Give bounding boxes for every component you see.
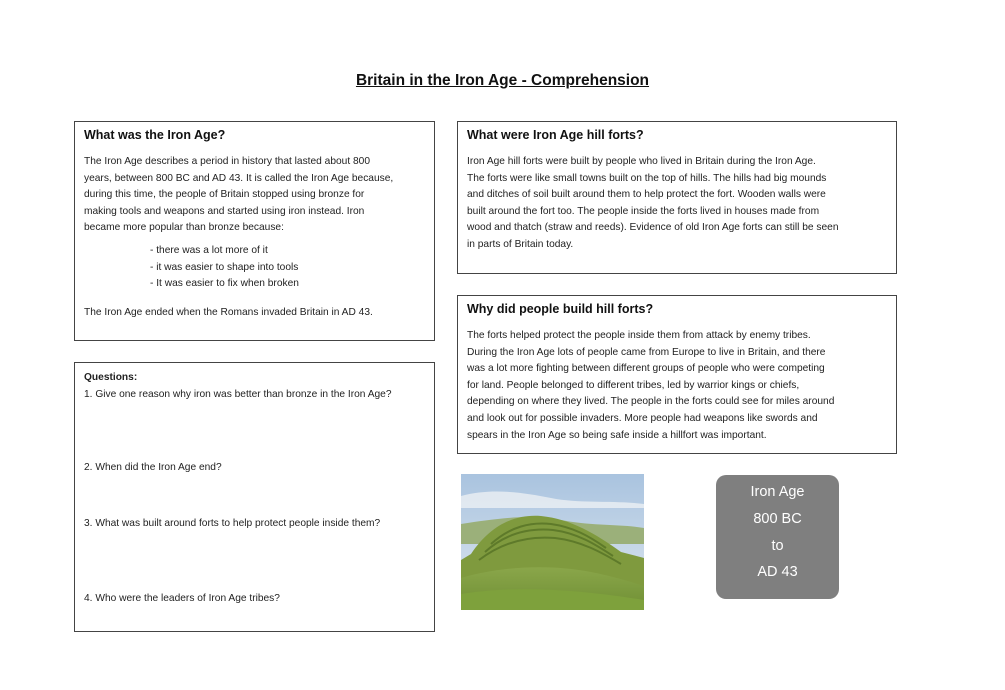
- page-title: Britain in the Iron Age - Comprehension: [355, 72, 650, 89]
- what-was-line: making tools and weapons and started using iron instead. Iron: [84, 205, 365, 217]
- iron-age-date-badge: [716, 475, 839, 599]
- reason-item: - there was a lot more of it: [150, 244, 268, 256]
- hill-forts-line: Iron Age hill forts were built by people who lived in Britain during the Iron Age.: [467, 156, 816, 167]
- what-was-line: The Iron Age describes a period in history that lasted about 800: [84, 156, 370, 167]
- question-item: 2. When did the Iron Age end?: [84, 462, 222, 473]
- badge-line: 800 BC: [753, 511, 802, 527]
- reasons-list: [84, 243, 425, 293]
- hill-forts-line: wood and thatch (straw and reeds). Evidence of old Iron Age forts can still be seen: [467, 222, 839, 234]
- badge-line: Iron Age: [750, 484, 805, 500]
- what-was-line: during this time, the people of Britain stopped using bronze for: [84, 189, 365, 201]
- questions-box: [74, 362, 435, 632]
- hill-forts-box: [457, 121, 897, 274]
- why-build-line: for land. People belonged to different tribes, led by warrior kings or chiefs,: [467, 379, 800, 391]
- hill-forts-heading: What were Iron Age hill forts?: [467, 128, 644, 142]
- what-was-line: became more popular than bronze because:: [84, 222, 284, 234]
- what-was-line: years, between 800 BC and AD 43. It is called the Iron Age because,: [84, 172, 394, 184]
- hill-forts-line: and ditches of soil built around them to help protect the fort. Wooden walls were: [467, 189, 826, 201]
- why-build-heading: Why did people build hill forts?: [467, 302, 654, 316]
- why-build-line: During the Iron Age lots of people came from Europe to live in Britain, and there: [467, 346, 826, 358]
- iron-age-ended-text: The Iron Age ended when the Romans invaded Britain in AD 43.: [84, 306, 373, 318]
- badge-line: AD 43: [757, 564, 798, 580]
- why-build-line: The forts helped protect the people inside them from attack by enemy tribes.: [467, 330, 811, 341]
- hill-forts-line: in parts of Britain today.: [467, 238, 574, 250]
- why-build-line: depending on where they lived. The people in the forts could see for miles around: [467, 396, 835, 408]
- question-item: 1. Give one reason why iron was better than bronze in the Iron Age?: [84, 389, 392, 400]
- questions-heading: Questions:: [84, 372, 138, 383]
- what-was-heading: What was the Iron Age?: [84, 128, 226, 142]
- question-item: 3. What was built around forts to help protect people inside them?: [84, 518, 381, 529]
- reason-item: - it was easier to shape into tools: [150, 261, 299, 273]
- reason-item: - It was easier to fix when broken: [150, 278, 299, 290]
- why-build-box: [457, 295, 897, 454]
- hill-fort-photo: [461, 474, 644, 610]
- hill-forts-line: The forts were like small towns built on the top of hills. The hills had big mounds: [467, 172, 827, 184]
- badge-line: to: [771, 538, 784, 554]
- question-item: 4. Who were the leaders of Iron Age tribes?: [84, 593, 280, 604]
- why-build-line: and look out for possible invaders. More people had weapons like swords and: [467, 412, 818, 424]
- why-build-line: spears in the Iron Age so being safe inside a hillfort was important.: [467, 429, 767, 441]
- why-build-line: was a lot more fighting between different groups of people who were competing: [467, 363, 825, 375]
- hill-forts-line: built around the fort too. The people inside the forts lived in houses made from: [467, 205, 820, 217]
- what-was-iron-age-box: [74, 121, 435, 341]
